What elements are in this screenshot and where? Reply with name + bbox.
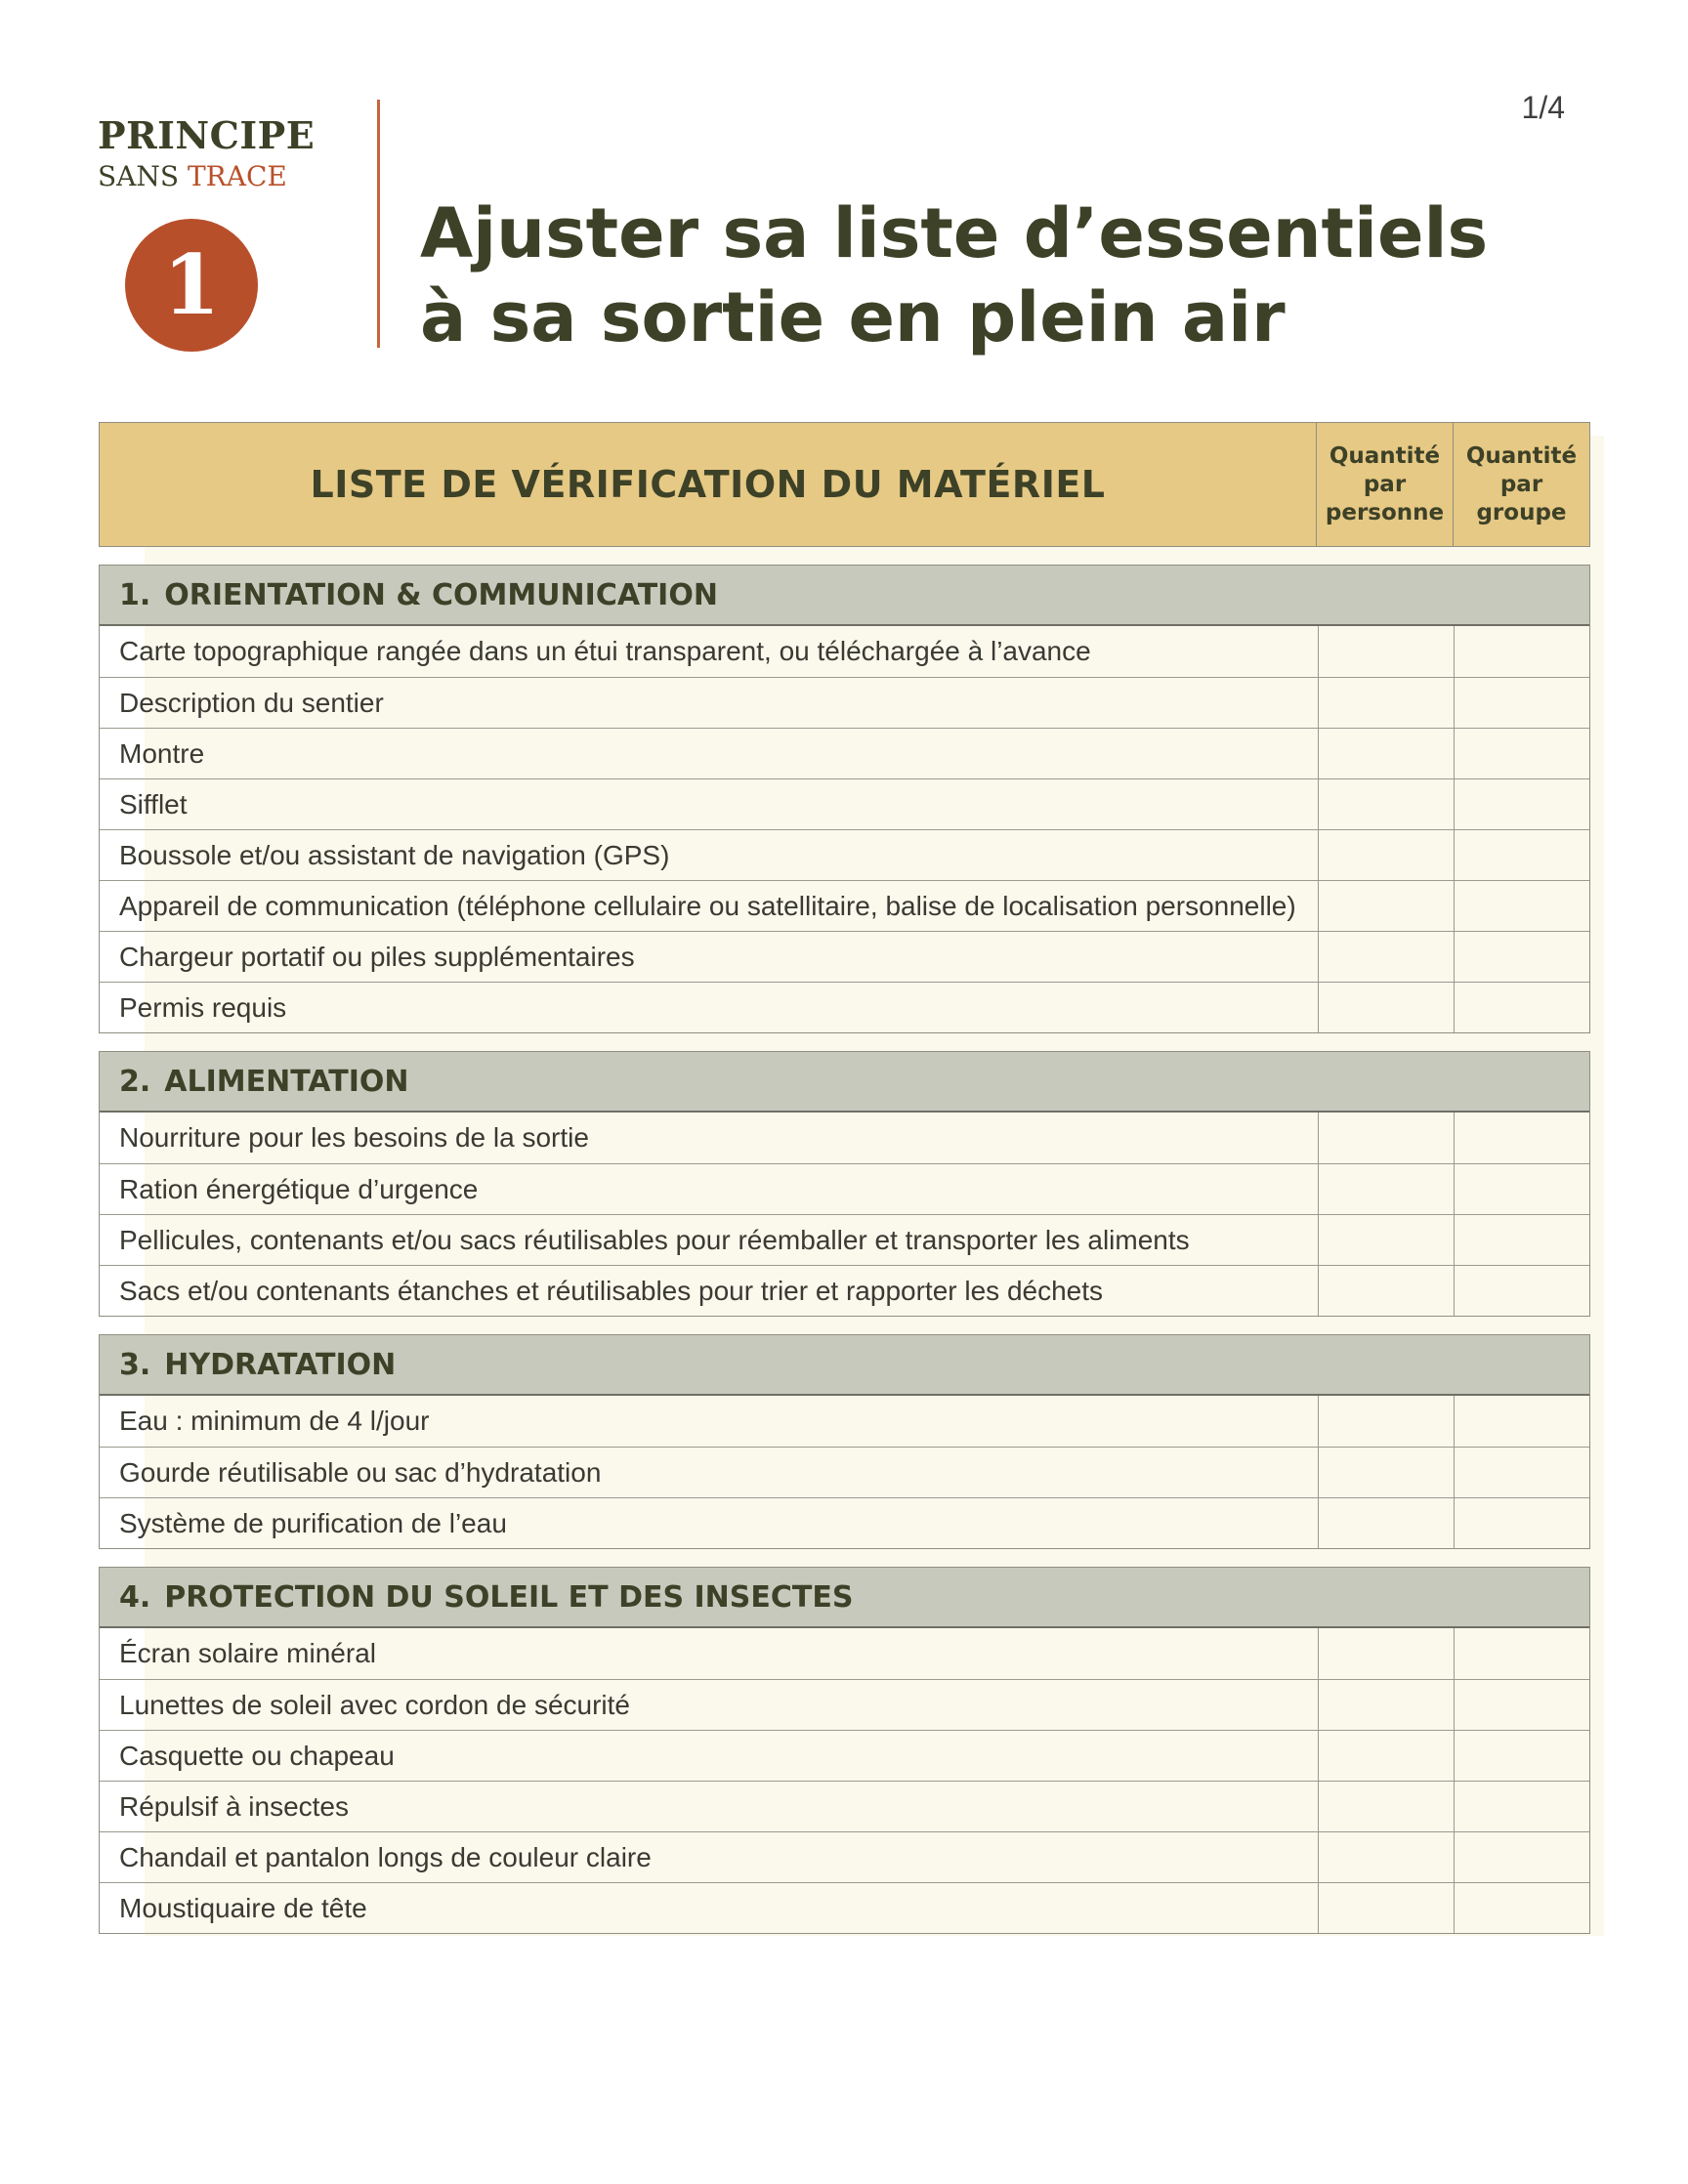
table-row (100, 1447, 1589, 1497)
section-rows (100, 1113, 1589, 1316)
section-3 (99, 1334, 1590, 1549)
section-number: 3. (119, 1347, 151, 1382)
table-row (100, 1831, 1589, 1882)
qty-per-group-cell[interactable] (1454, 1396, 1589, 1447)
item-label: Chargeur portatif ou piles supplémentaires (119, 941, 635, 972)
qty-per-person-header: Quantité par personne (1316, 423, 1453, 546)
qty-per-person-cell[interactable] (1318, 779, 1454, 829)
logo-trace-text: TRACE (188, 160, 287, 192)
table-row (100, 1163, 1589, 1214)
table-header (99, 422, 1590, 547)
qty-per-group-cell[interactable] (1454, 1164, 1589, 1214)
qty-per-person-cell[interactable] (1318, 1448, 1454, 1497)
table-row (100, 626, 1589, 677)
item-label: Nourriture pour les besoins de la sortie (119, 1122, 589, 1153)
section-number: 2. (119, 1064, 151, 1099)
table-row (100, 677, 1589, 728)
qty-per-person-cell[interactable] (1318, 1782, 1454, 1831)
section-number: 4. (119, 1579, 151, 1615)
item-label: Appareil de communication (téléphone cellulaire ou satellitaire, balise de localisation personnelle) (119, 890, 1296, 921)
item-label: Description du sentier (119, 687, 384, 718)
page-title-line-2: à sa sortie en plein air (420, 277, 1286, 357)
qty-per-group-cell[interactable] (1454, 1883, 1589, 1933)
section-header (100, 1052, 1589, 1113)
table-row (100, 1781, 1589, 1831)
item-label: Gourde réutilisable ou sac d’hydratation (119, 1456, 602, 1488)
section-number: 1. (119, 577, 151, 612)
section-header (100, 566, 1589, 626)
qty-per-group-cell[interactable] (1454, 678, 1589, 728)
qty-per-group-cell[interactable] (1454, 1266, 1589, 1316)
page-title-line-1: Ajuster sa liste d’essentiels (420, 193, 1489, 273)
section-rows (100, 1396, 1589, 1548)
table-row (100, 1214, 1589, 1265)
qty-per-group-cell[interactable] (1454, 779, 1589, 829)
checklist-table (99, 422, 1590, 1934)
item-label: Casquette ou chapeau (119, 1740, 395, 1771)
item-label: Sifflet (119, 788, 188, 819)
qty-per-group-cell[interactable] (1454, 983, 1589, 1032)
qty-per-person-cell[interactable] (1318, 1215, 1454, 1265)
item-label: Moustiquaire de tête (119, 1892, 367, 1923)
section-4 (99, 1567, 1590, 1934)
table-title: LISTE DE VÉRIFICATION DU MATÉRIEL (310, 463, 1106, 506)
qty-per-person-cell[interactable] (1318, 1680, 1454, 1730)
section-rows (100, 626, 1589, 1032)
table-row (100, 1265, 1589, 1316)
qty-per-group-cell[interactable] (1454, 1498, 1589, 1548)
item-label: Chandail et pantalon longs de couleur claire (119, 1841, 652, 1872)
qty-per-group-cell[interactable] (1454, 1628, 1589, 1679)
qty-per-group-cell[interactable] (1454, 626, 1589, 677)
item-label: Boussole et/ou assistant de navigation (GPS) (119, 839, 670, 870)
qty-per-person-cell[interactable] (1318, 729, 1454, 778)
item-label: Système de purification de l’eau (119, 1507, 507, 1538)
qty-per-group-cell[interactable] (1454, 932, 1589, 982)
qty-per-group-cell[interactable] (1454, 1113, 1589, 1163)
principle-number-badge: 1 (125, 219, 258, 352)
section-title: ALIMENTATION (164, 1064, 409, 1099)
qty-per-person-cell[interactable] (1318, 1266, 1454, 1316)
qty-per-person-cell[interactable] (1318, 1113, 1454, 1163)
logo-sans-trace-text (98, 160, 293, 193)
item-label: Pellicules, contenants et/ou sacs réutilisables pour réemballer et transporter les aliments (119, 1224, 1190, 1255)
item-label: Ration énergétique d’urgence (119, 1173, 479, 1204)
table-row (100, 982, 1589, 1032)
table-row (100, 1396, 1589, 1447)
page-number: 1/4 (1521, 90, 1565, 125)
table-row (100, 1113, 1589, 1163)
qty-per-group-cell[interactable] (1454, 1832, 1589, 1882)
table-row (100, 1730, 1589, 1781)
qty-per-group-header: Quantité par groupe (1453, 423, 1589, 546)
table-row (100, 778, 1589, 829)
qty-per-person-cell[interactable] (1318, 626, 1454, 677)
qty-per-person-cell[interactable] (1318, 983, 1454, 1032)
table-row (100, 1628, 1589, 1679)
item-label: Permis requis (119, 991, 287, 1023)
qty-per-person-cell[interactable] (1318, 1628, 1454, 1679)
item-label: Sacs et/ou contenants étanches et réutilisables pour trier et rapporter les déchets (119, 1275, 1104, 1306)
item-label: Écran solaire minéral (119, 1638, 376, 1668)
item-label: Carte topographique rangée dans un étui transparent, ou téléchargée à l’avance (119, 636, 1091, 666)
table-row (100, 1882, 1589, 1933)
qty-per-group-cell[interactable] (1454, 1782, 1589, 1831)
page-title (420, 191, 1488, 359)
qty-per-person-cell[interactable] (1318, 1832, 1454, 1882)
table-row (100, 1497, 1589, 1548)
qty-per-person-cell[interactable] (1318, 1164, 1454, 1214)
section-header (100, 1335, 1589, 1396)
section-header (100, 1568, 1589, 1628)
qty-per-person-cell[interactable] (1318, 1498, 1454, 1548)
header-divider (377, 100, 380, 348)
qty-per-group-cell[interactable] (1454, 1215, 1589, 1265)
section-1 (99, 565, 1590, 1033)
sections-container (99, 565, 1590, 1934)
qty-per-group-cell[interactable] (1454, 729, 1589, 778)
section-title: PROTECTION DU SOLEIL ET DES INSECTES (164, 1579, 854, 1615)
qty-per-group-cell[interactable] (1454, 1731, 1589, 1781)
table-row (100, 728, 1589, 778)
qty-per-person-cell[interactable] (1318, 1396, 1454, 1447)
principe-sans-trace-logo (98, 113, 316, 333)
qty-per-group-cell[interactable] (1454, 830, 1589, 880)
table-row (100, 880, 1589, 931)
qty-per-group-cell[interactable] (1454, 1680, 1589, 1730)
qty-per-person-cell[interactable] (1318, 830, 1454, 880)
logo-sans-text: SANS (98, 160, 180, 192)
section-rows (100, 1628, 1589, 1933)
qty-per-group-cell[interactable] (1454, 881, 1589, 931)
section-title: HYDRATATION (164, 1347, 397, 1382)
qty-per-person-cell[interactable] (1318, 678, 1454, 728)
qty-per-person-cell[interactable] (1318, 932, 1454, 982)
section-title: ORIENTATION & COMMUNICATION (164, 577, 718, 612)
qty-per-person-cell[interactable] (1318, 1883, 1454, 1933)
item-label: Répulsif à insectes (119, 1790, 350, 1822)
logo-principe-text: PRINCIPE (98, 113, 316, 157)
section-2 (99, 1051, 1590, 1317)
item-label: Lunettes de soleil avec cordon de sécurité (119, 1689, 630, 1720)
item-label: Montre (119, 737, 205, 769)
qty-per-person-cell[interactable] (1318, 881, 1454, 931)
qty-per-person-cell[interactable] (1318, 1731, 1454, 1781)
table-row (100, 931, 1589, 982)
table-row (100, 1679, 1589, 1730)
qty-per-group-cell[interactable] (1454, 1448, 1589, 1497)
item-label: Eau : minimum de 4 l/jour (119, 1406, 430, 1436)
table-row (100, 829, 1589, 880)
